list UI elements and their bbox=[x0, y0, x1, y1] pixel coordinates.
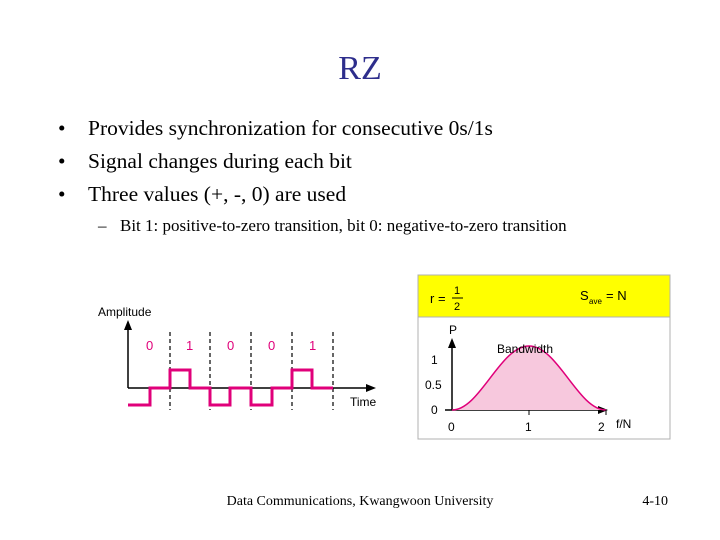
footer-text: Data Communications, Kwangwoon University bbox=[226, 494, 494, 509]
bit-label: 1 bbox=[186, 338, 194, 353]
bullet-dot: • bbox=[58, 149, 66, 173]
s-label: S bbox=[580, 288, 589, 303]
page-number: 4-10 bbox=[642, 494, 668, 509]
y-tick: 0.5 bbox=[425, 378, 442, 392]
ratio-numerator: 1 bbox=[454, 285, 461, 297]
bit-label: 1 bbox=[309, 338, 317, 353]
ratio-denominator: 2 bbox=[454, 301, 461, 313]
time-label: Time bbox=[350, 395, 377, 409]
bit-label: 0 bbox=[268, 338, 276, 353]
y-tick: 0 bbox=[431, 403, 438, 417]
sub-bullet-dash: – bbox=[98, 216, 107, 235]
sub-bullet-text: Bit 1: positive-to-zero transition, bit 0: negative-to-zero transition bbox=[120, 216, 567, 235]
f-axis-label: f/N bbox=[616, 417, 632, 431]
bandwidth-label: Bandwidth bbox=[497, 342, 554, 356]
bullet-text: Signal changes during each bit bbox=[88, 149, 352, 173]
s-value: = N bbox=[606, 288, 627, 303]
s-subscript: ave bbox=[589, 297, 602, 306]
slide-title: RZ bbox=[338, 50, 382, 87]
bullet-text: Three values (+, -, 0) are used bbox=[88, 182, 347, 206]
bit-label: 0 bbox=[227, 338, 235, 353]
footer bbox=[0, 494, 720, 510]
bullet-text: Provides synchronization for consecutive 0s/1s bbox=[88, 116, 493, 140]
p-label: P bbox=[449, 323, 458, 337]
ratio-label: r = bbox=[430, 291, 446, 306]
bullet-dot: • bbox=[58, 182, 66, 206]
x-tick: 2 bbox=[598, 420, 605, 434]
x-tick: 1 bbox=[525, 420, 532, 434]
bullet-dot: • bbox=[58, 116, 66, 140]
bit-label: 0 bbox=[146, 338, 154, 353]
x-tick: 0 bbox=[448, 420, 455, 434]
y-tick: 1 bbox=[431, 353, 438, 367]
amplitude-label: Amplitude bbox=[98, 305, 152, 319]
